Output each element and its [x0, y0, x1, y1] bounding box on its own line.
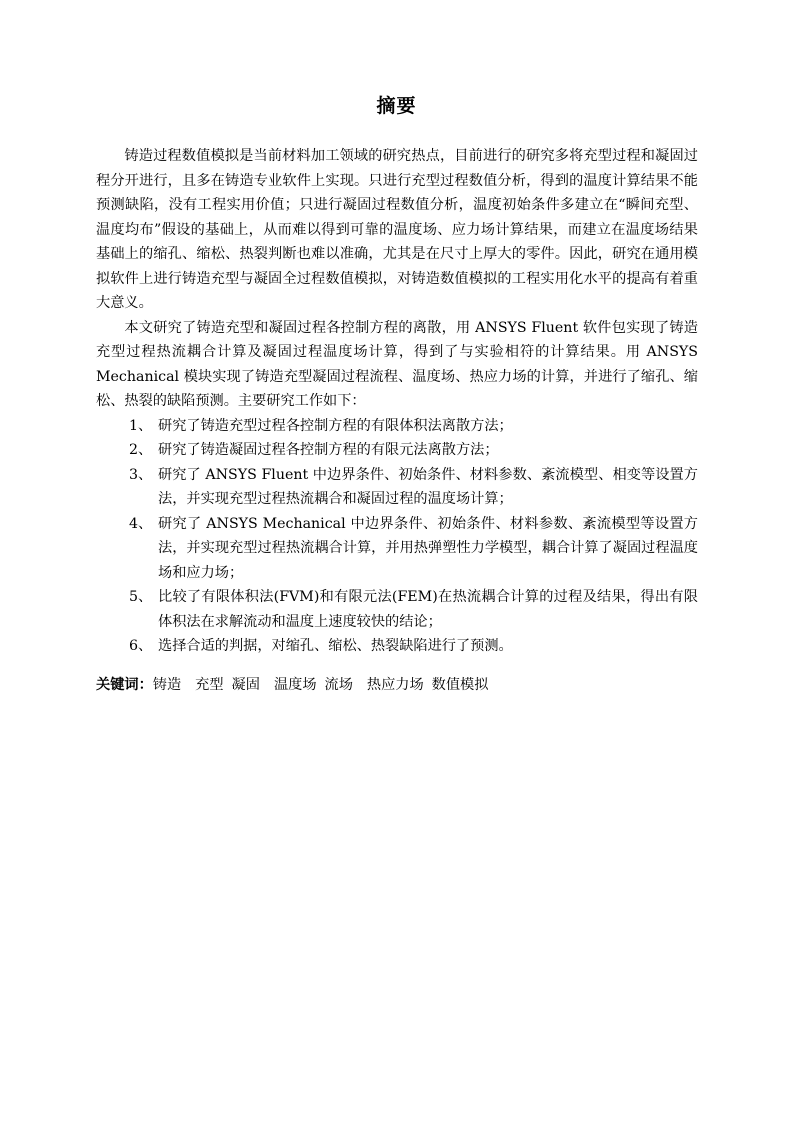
list-item-text: 研究了铸造充型过程各控制方程的有限体积法离散方法； [158, 417, 513, 434]
keyword: 充型 [195, 677, 224, 693]
list-item-text: 选择合适的判据，对缩孔、缩松、热裂缺陷进行了预测。 [158, 638, 513, 654]
keywords-line [96, 673, 698, 697]
list-item-text: 研究了 ANSYS Mechanical 中边界条件、初始条件、材料参数、紊流模型等设置方法，并实现充型过程热流耦合计算，并用热弹塑性力学模型，耦合计算了凝固过程温度场和应力场； [158, 515, 698, 581]
page-title: 摘要 [376, 95, 417, 117]
abstract-body [96, 144, 698, 659]
keyword: 数值模拟 [431, 677, 489, 693]
abstract-paragraph: 本文研究了铸造充型和凝固过程各控制方程的离散，用 ANSYS Fluent 软件包实现了铸造充型过程热流耦合计算及凝固过程温度场计算，得到了与实验相符的计算结果。用 ANSYS Mechanical 模块实现了铸造充型凝固过程流程、温度场、热应力场的计算，并进行了缩孔、缩松、热裂的缺陷预测。主要研究工作如下： [96, 319, 698, 409]
keywords-label: 关键词： [96, 677, 153, 693]
list-item-number: 4、 [129, 515, 153, 532]
keyword: 热应力场 [366, 677, 424, 693]
list-item-text: 比较了有限体积法(FVM)和有限元法(FEM)在热流耦合计算的过程及结果，得出有限体积法在求解流动和温度上速度较快的结论； [158, 589, 698, 630]
list-item-text: 研究了铸造凝固过程各控制方程的有限元法离散方法； [158, 442, 499, 458]
keyword: 流场 [324, 677, 353, 693]
list-item-number: 6、 [129, 638, 153, 654]
list-item [96, 438, 698, 463]
list-item-number: 2、 [129, 442, 153, 458]
list-item [96, 512, 698, 586]
research-work-list [96, 414, 698, 659]
keyword: 凝固 [231, 677, 260, 693]
abstract-paragraph: 铸造过程数值模拟是当前材料加工领域的研究热点，目前进行的研究多将充型过程和凝固过程分开进行，且多在铸造专业软件上实现。只进行充型过程数值分析，得到的温度计算结果不能预测缺陷，没有工程实用价值；只进行凝固过程数值分析，温度初始条件多建立在“瞬间充型、温度均布”假设的基础上，从而难以得到可靠的温度场、应力场计算结果，而建立在温度场结果基础上的缩孔、缩松、热裂判断也难以准确，尤其是在尺寸上厚大的零件。因此，研究在通用模拟软件上进行铸造充型与凝固全过程数值模拟，对铸造数值模拟的工程实用化水平的提高有着重大意义。 [96, 148, 698, 311]
keyword: 铸造 [152, 677, 182, 693]
list-item-text: 研究了 ANSYS Fluent 中边界条件、初始条件、材料参数、紊流模型、相变等设置方法，并实现充型过程热流耦合和凝固过程的温度场计算； [158, 466, 698, 507]
list-item [96, 414, 698, 439]
list-item-number: 3、 [129, 466, 153, 483]
list-item [96, 634, 698, 659]
list-item-number: 1、 [129, 417, 153, 434]
list-item [96, 463, 698, 512]
list-item-number: 5、 [129, 589, 153, 605]
keyword: 温度场 [273, 677, 317, 693]
list-item [96, 585, 698, 634]
